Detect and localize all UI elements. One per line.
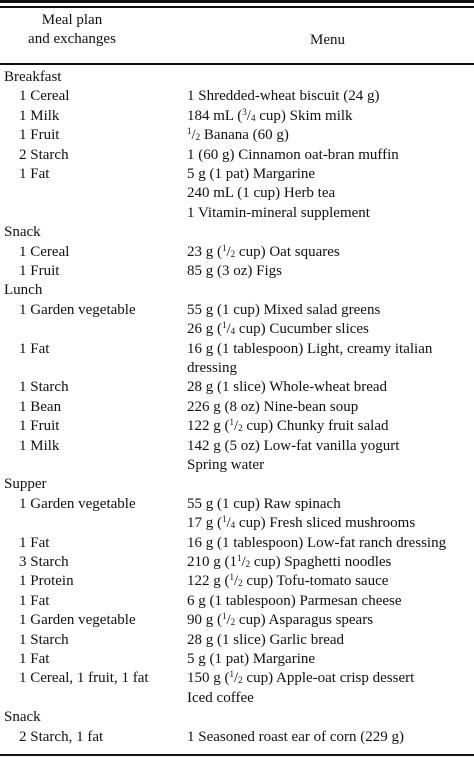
menu-cell: 1 Vitamin-mineral supplement: [187, 204, 370, 221]
table-row: [0, 146, 474, 166]
section-heading: Breakfast: [4, 69, 62, 85]
exchange-cell: 1 Fat: [19, 534, 50, 551]
table-row: [0, 534, 474, 554]
exchange-cell: 1 Garden vegetable: [19, 612, 136, 629]
table-row: [0, 320, 474, 340]
table-bottom-rule: [0, 754, 474, 756]
menu-cell: 1 (60 g) Cinnamon oat-bran muffin: [187, 146, 399, 163]
menu-cell: 240 mL (1 cup) Herb tea: [187, 185, 336, 202]
table-row: [0, 572, 474, 592]
menu-cell: 28 g (1 slice) Whole-wheat bread: [187, 379, 388, 396]
exchange-cell: 1 Bean: [19, 398, 62, 415]
exchange-cell: 2 Starch: [19, 146, 69, 163]
section-row: [0, 708, 474, 728]
exchange-cell: 1 Milk: [19, 107, 60, 124]
exchange-cell: 1 Fruit: [19, 263, 60, 279]
table-row: [0, 340, 474, 360]
header-rule: [0, 63, 474, 65]
menu-cell: 1 Shredded-wheat biscuit (24 g): [187, 88, 380, 105]
section-heading: Supper: [4, 476, 47, 493]
section-row: [0, 281, 474, 301]
column-header-meal-plan: [14, 11, 130, 49]
menu-cell: 122 g ($^1/_2$ cup) Chunky fruit salad: [187, 417, 389, 435]
table-row: [0, 417, 474, 437]
menu-cell: 26 g ($^1/_4$ cup) Cucumber slices: [187, 320, 369, 338]
section-row: [0, 475, 474, 495]
top-edge-rule: [0, 0, 474, 3]
exchange-cell: 2 Starch, 1 fat: [19, 728, 104, 745]
exchange-cell: 1 Cereal, 1 fruit, 1 fat: [19, 670, 149, 687]
table-row: [0, 398, 474, 418]
menu-cell: 5 g (1 pat) Margarine: [187, 651, 316, 667]
exchange-cell: 1 Milk: [19, 437, 60, 454]
menu-cell: dressing: [187, 360, 237, 376]
exchange-cell: 1 Garden vegetable: [19, 495, 136, 512]
exchange-cell: 1 Fat: [19, 340, 50, 357]
table-row: [0, 631, 474, 651]
section-heading: Snack: [4, 709, 41, 726]
menu-cell: 17 g ($^1/_4$ cup) Fresh sliced mushrooms: [187, 514, 416, 532]
table-row: [0, 611, 474, 631]
column-header-line-1: Meal plan: [41, 12, 103, 28]
menu-cell: 1 Seasoned roast ear of corn (229 g): [187, 728, 405, 745]
menu-cell: 150 g ($^1/_2$ cup) Apple-oat crisp dessert: [187, 669, 415, 687]
table-top-rule: [0, 6, 474, 8]
exchange-cell: 1 Starch: [19, 631, 69, 648]
table-row: [0, 378, 474, 398]
exchange-cell: 1 Protein: [19, 573, 74, 590]
table-row: [0, 728, 474, 748]
table-row: [0, 689, 474, 709]
table-row: [0, 87, 474, 107]
menu-cell: $^1/_2$ Banana (60 g): [187, 126, 289, 144]
section-heading: Lunch: [4, 282, 43, 299]
table-row: [0, 184, 474, 204]
section-heading: Snack: [4, 224, 41, 241]
column-header-menu: Menu: [310, 32, 345, 48]
exchange-cell: 1 Starch: [19, 379, 69, 396]
menu-cell: 184 mL ($^3/_4$ cup) Skim milk: [187, 106, 353, 124]
column-header-line-2: and exchanges: [28, 31, 116, 47]
table-row: [0, 553, 474, 573]
menu-cell: 5 g (1 pat) Margarine: [187, 166, 316, 182]
menu-cell: 122 g ($^1/_2$ cup) Tofu-tomato sauce: [187, 572, 389, 590]
table-row: [0, 669, 474, 689]
exchange-cell: 1 Fat: [19, 592, 50, 609]
exchange-cell: 1 Fat: [19, 651, 50, 667]
menu-cell: 16 g (1 tablespoon) Low-fat ranch dressing: [187, 534, 447, 551]
menu-cell: Spring water: [187, 457, 265, 473]
menu-cell: 85 g (3 oz) Figs: [187, 263, 282, 279]
table-row: [0, 514, 474, 534]
table-row: [0, 495, 474, 515]
table-row: [0, 243, 474, 263]
table-row: [0, 592, 474, 612]
menu-cell: 55 g (1 cup) Raw spinach: [187, 495, 341, 512]
menu-cell: Iced coffee: [187, 689, 254, 706]
menu-cell: 16 g (1 tablespoon) Light, creamy italian: [187, 340, 433, 357]
exchange-cell: 1 Garden vegetable: [19, 301, 136, 318]
exchange-cell: 1 Cereal: [19, 88, 70, 105]
table-row: [0, 437, 474, 457]
menu-cell: 142 g (5 oz) Low-fat vanilla yogurt: [187, 437, 400, 454]
table-row: [0, 456, 474, 476]
exchange-cell: 1 Fruit: [19, 418, 60, 435]
section-row: [0, 68, 474, 88]
table-row: [0, 650, 474, 670]
menu-cell: 90 g ($^1/_2$ cup) Asparagus spears: [187, 611, 374, 629]
table-row: [0, 262, 474, 282]
table-row: [0, 107, 474, 127]
table-row: [0, 301, 474, 321]
menu-cell: 210 g ($1^1/_2$ cup) Spaghetti noodles: [187, 553, 392, 570]
menu-cell: 23 g ($^1/_2$ cup) Oat squares: [187, 242, 340, 260]
menu-cell: 226 g (8 oz) Nine-bean soup: [187, 398, 359, 415]
table-row: [0, 359, 474, 379]
section-row: [0, 223, 474, 243]
menu-cell: 6 g (1 tablespoon) Parmesan cheese: [187, 592, 402, 609]
exchange-cell: 3 Starch: [19, 554, 69, 570]
menu-cell: 55 g (1 cup) Mixed salad greens: [187, 301, 381, 318]
exchange-cell: 1 Fat: [19, 166, 50, 182]
exchange-cell: 1 Fruit: [19, 127, 60, 144]
table-row: [0, 126, 474, 146]
exchange-cell: 1 Cereal: [19, 243, 70, 260]
table-row: [0, 165, 474, 185]
table-row: [0, 204, 474, 224]
menu-cell: 28 g (1 slice) Garlic bread: [187, 631, 345, 648]
